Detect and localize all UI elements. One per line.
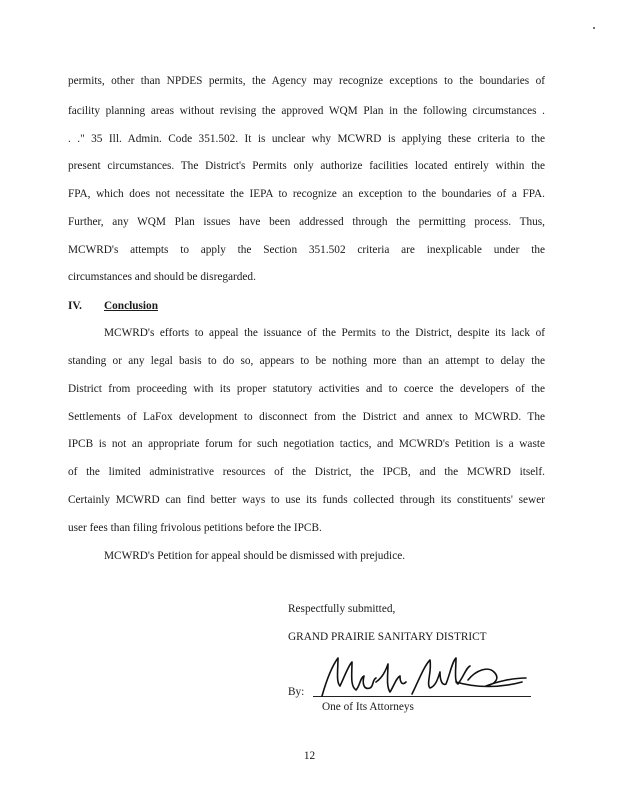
conclusion-line: Certainly MCWRD can find better ways to use its funds collected through its constituents' sewer <box>68 494 545 506</box>
final-line: MCWRD's Petition for appeal should be dismissed with prejudice. <box>104 550 406 562</box>
handwritten-signature <box>316 652 531 704</box>
section-title: Conclusion <box>104 300 158 312</box>
closing-respectfully: Respectfully submitted, <box>288 603 396 615</box>
body-line: . ." 35 Ill. Admin. Code 351.502. It is unclear why MCWRD is applying these criteria to the <box>68 133 545 145</box>
body-line: permits, other than NPDES permits, the Agency may recognize exceptions to the boundaries of <box>68 75 545 87</box>
section-heading <box>68 299 158 313</box>
section-number: IV. <box>68 300 82 312</box>
signatory-caption: One of Its Attorneys <box>322 701 414 713</box>
by-label: By: <box>288 686 305 698</box>
body-line: circumstances and should be disregarded. <box>68 271 256 283</box>
body-line: facility planning areas without revising the approved WQM Plan in the following circumstances . <box>68 105 545 117</box>
page-number: 12 <box>303 750 316 762</box>
body-line: present circumstances. The District's Permits only authorize facilities located entirely within the <box>68 160 545 172</box>
scan-speck <box>593 27 595 29</box>
conclusion-line: IPCB is not an appropriate forum for such negotiation tactics, and MCWRD's Petition is a waste <box>68 438 545 450</box>
body-line: Further, any WQM Plan issues have been addressed through the permitting process. Thus, <box>68 216 545 228</box>
conclusion-line: user fees than filing frivolous petitions before the IPCB. <box>68 522 322 534</box>
body-line: MCWRD's attempts to apply the Section 351.502 criteria are inexplicable under the <box>68 244 545 256</box>
conclusion-line: District from proceeding with its proper statutory activities and to coerce the developers of the <box>68 383 545 395</box>
conclusion-line: Settlements of LaFox development to disconnect from the District and annex to MCWRD. The <box>68 411 545 423</box>
body-line: FPA, which does not necessitate the IEPA to recognize an exception to the boundaries of a FPA. <box>68 188 545 200</box>
conclusion-line: MCWRD's efforts to appeal the issuance of the Permits to the District, despite its lack of <box>104 327 545 339</box>
closing-party: GRAND PRAIRIE SANITARY DISTRICT <box>288 631 487 643</box>
conclusion-line: standing or any legal basis to do so, appears to be nothing more than an attempt to delay the <box>68 355 545 367</box>
conclusion-line: of the limited administrative resources of the District, the IPCB, and the MCWRD itself. <box>68 466 545 478</box>
